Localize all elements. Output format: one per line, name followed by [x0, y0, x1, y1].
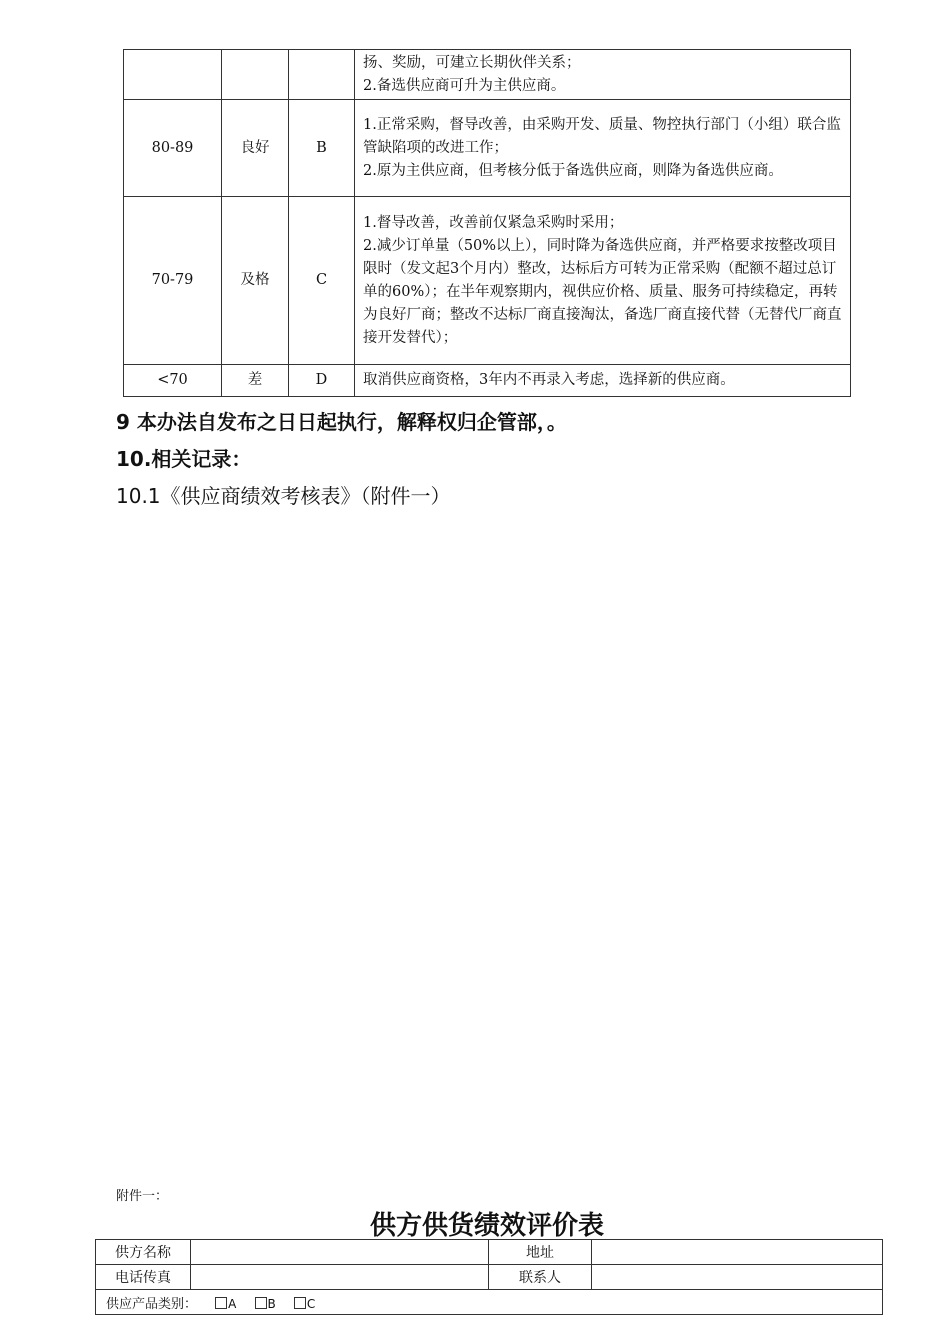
- checkbox-icon[interactable]: [215, 1297, 227, 1309]
- option-label: A: [228, 1296, 237, 1311]
- table-row: [124, 100, 851, 197]
- score-cell: 70-79: [124, 197, 222, 365]
- phone-fax-field[interactable]: [191, 1265, 489, 1290]
- measure-line: 2.备选供应商可升为主供应商。: [363, 77, 566, 94]
- measure-cell: [355, 365, 851, 397]
- product-category-cell: [96, 1290, 883, 1315]
- measure-line: 2.减少订单量（50%以上），同时降为备选供应商，并严格要求按整改项目限时（发文起3个月内）整改，达标后方可转为正常采购（配额不超过总订单的60%）；在半年观察期内，视供应价格、质量、服务可持续稳定，再转为良好厂商；整改不达标厂商直接淘汰，备选厂商直接代替（无替代厂商直接开发替代）；: [363, 237, 842, 346]
- contact-label: 联系人: [489, 1265, 592, 1290]
- record-item: 10.1《供应商绩效考核表》（附件一）: [116, 484, 451, 508]
- grade-cell: 差: [222, 365, 289, 397]
- address-label: 地址: [489, 1240, 592, 1265]
- grade-table: [123, 49, 851, 397]
- level-cell: B: [289, 100, 355, 197]
- supplier-name-field[interactable]: [191, 1240, 489, 1265]
- score-cell: <70: [124, 365, 222, 397]
- table-row: [96, 1240, 883, 1265]
- measure-line: 取消供应商资格，3年内不再录入考虑，选择新的供应商。: [363, 372, 735, 388]
- grade-cell: 良好: [222, 100, 289, 197]
- supplier-name-label: 供方名称: [96, 1240, 191, 1265]
- measure-cell: [355, 100, 851, 197]
- phone-fax-label: 电话传真: [96, 1265, 191, 1290]
- table-row: [124, 50, 851, 100]
- table-row: [96, 1265, 883, 1290]
- measure-cell: [355, 50, 851, 100]
- address-field[interactable]: [592, 1240, 883, 1265]
- section-10-heading: 10.相关记录：: [116, 447, 252, 471]
- grade-cell: 及格: [222, 197, 289, 365]
- product-category-label: 供应产品类别：: [106, 1296, 198, 1312]
- attachment-label: 附件一：: [116, 1189, 169, 1204]
- measure-line: 1.督导改善，改善前仅紧急采购时采用；: [363, 214, 624, 231]
- checkbox-icon[interactable]: [294, 1297, 306, 1309]
- option-label: C: [306, 1296, 316, 1311]
- measure-cell: [355, 197, 851, 365]
- score-cell: [124, 50, 222, 100]
- table-row: [96, 1290, 883, 1315]
- level-cell: [289, 50, 355, 100]
- option-label: B: [267, 1296, 276, 1311]
- table-row: [124, 365, 851, 397]
- score-cell: 80-89: [124, 100, 222, 197]
- category-option-a[interactable]: [215, 1297, 236, 1311]
- supplier-info-table: [95, 1239, 883, 1315]
- measure-line: 2.原为主供应商，但考核分低于备选供应商，则降为备选供应商。: [363, 162, 783, 179]
- level-cell: D: [289, 365, 355, 397]
- category-option-c[interactable]: [294, 1297, 315, 1311]
- measure-line: 1.正常采购，督导改善，由采购开发、质量、物控执行部门（小组）联合监管缺陷项的改进工作；: [363, 116, 841, 156]
- checkbox-icon[interactable]: [255, 1297, 267, 1309]
- level-cell: C: [289, 197, 355, 365]
- form-title: 供方供货绩效评价表: [369, 1211, 604, 1241]
- grade-cell: [222, 50, 289, 100]
- contact-field[interactable]: [592, 1265, 883, 1290]
- table-row: [124, 197, 851, 365]
- section-9-heading: 9 本办法自发布之日日起执行，解释权归企管部，。: [116, 410, 567, 434]
- category-option-b[interactable]: [255, 1297, 276, 1311]
- measure-line: 扬、奖励，可建立长期伙伴关系；: [363, 54, 581, 71]
